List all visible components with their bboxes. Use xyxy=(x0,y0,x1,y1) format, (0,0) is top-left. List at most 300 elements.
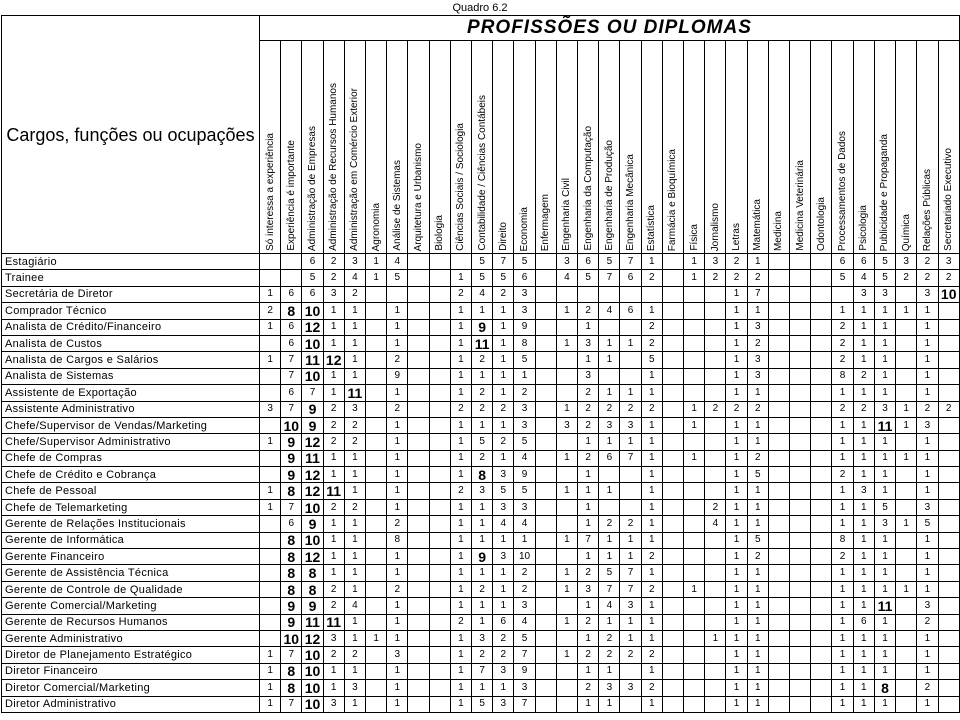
table-cell: 1 xyxy=(917,581,938,597)
table-cell: 2 xyxy=(514,385,535,401)
table-cell: 8 xyxy=(281,549,302,565)
table-cell xyxy=(408,385,429,401)
table-cell: 8 xyxy=(302,581,323,597)
table-cell: 2 xyxy=(747,450,768,466)
table-cell xyxy=(535,549,556,565)
table-cell: 2 xyxy=(853,401,874,417)
column-header xyxy=(493,41,514,254)
table-cell: 3 xyxy=(493,663,514,679)
table-cell: 1 xyxy=(726,680,747,696)
table-cell: 2 xyxy=(832,401,853,417)
table-cell: 9 xyxy=(302,516,323,532)
table-cell: 2 xyxy=(917,401,938,417)
table-cell: 3 xyxy=(620,417,641,433)
column-header xyxy=(938,41,959,254)
table-cell xyxy=(811,696,832,712)
table-cell xyxy=(768,630,789,646)
table-cell: 2 xyxy=(323,417,344,433)
table-cell xyxy=(684,385,705,401)
column-header-label: Contabilidade / Ciências Contábeis xyxy=(476,95,488,251)
table-cell xyxy=(408,647,429,663)
row-label: Analista de Sistemas xyxy=(2,368,260,384)
table-cell xyxy=(811,565,832,581)
table-cell: 1 xyxy=(578,630,599,646)
column-header-label: Física xyxy=(688,224,700,251)
table-cell xyxy=(896,630,917,646)
table-cell xyxy=(768,549,789,565)
table-cell: 1 xyxy=(450,270,471,286)
table-cell: 1 xyxy=(578,598,599,614)
table-cell: 3 xyxy=(514,417,535,433)
row-label: Chefe/Supervisor de Vendas/Marketing xyxy=(2,417,260,433)
table-cell: 1 xyxy=(917,434,938,450)
table-cell: 10 xyxy=(302,663,323,679)
table-cell xyxy=(896,663,917,679)
table-cell xyxy=(535,270,556,286)
table-cell: 1 xyxy=(344,319,365,335)
column-header xyxy=(260,41,281,254)
column-header xyxy=(684,41,705,254)
table-cell: 5 xyxy=(578,270,599,286)
table-cell xyxy=(662,303,683,319)
table-cell xyxy=(684,319,705,335)
table-row xyxy=(2,335,960,351)
table-cell: 2 xyxy=(323,598,344,614)
table-cell xyxy=(429,303,450,319)
table-cell: 10 xyxy=(302,680,323,696)
table-cell xyxy=(938,549,959,565)
column-header xyxy=(429,41,450,254)
table-cell: 7 xyxy=(281,499,302,515)
table-cell xyxy=(260,254,281,270)
table-cell: 6 xyxy=(281,286,302,302)
table-cell xyxy=(684,680,705,696)
table-cell: 1 xyxy=(747,647,768,663)
table-cell: 2 xyxy=(514,565,535,581)
table-cell: 1 xyxy=(726,696,747,712)
table-cell: 1 xyxy=(726,434,747,450)
table-cell xyxy=(811,401,832,417)
table-cell: 1 xyxy=(832,630,853,646)
table-cell xyxy=(684,565,705,581)
table-cell xyxy=(599,319,620,335)
table-cell: 7 xyxy=(620,254,641,270)
table-cell: 2 xyxy=(323,499,344,515)
table-cell xyxy=(535,352,556,368)
table-cell: 1 xyxy=(896,417,917,433)
table-cell xyxy=(535,614,556,630)
column-header-label: Estatística xyxy=(646,204,658,251)
table-cell xyxy=(705,598,726,614)
table-cell: 2 xyxy=(599,516,620,532)
table-cell: 2 xyxy=(578,385,599,401)
table-cell: 1 xyxy=(323,368,344,384)
table-cell: 6 xyxy=(281,516,302,532)
table-cell: 1 xyxy=(450,368,471,384)
table-cell: 6 xyxy=(599,450,620,466)
table-cell: 9 xyxy=(514,467,535,483)
table-cell: 9 xyxy=(472,319,493,335)
table-cell: 1 xyxy=(853,335,874,351)
table-cell xyxy=(662,467,683,483)
table-cell: 1 xyxy=(917,696,938,712)
column-header-label: Medicina Veterinária xyxy=(794,160,806,251)
column-header xyxy=(662,41,683,254)
table-cell: 1 xyxy=(620,630,641,646)
table-cell: 1 xyxy=(260,483,281,499)
table-row xyxy=(2,532,960,548)
table-cell xyxy=(896,565,917,581)
table-cell: 2 xyxy=(578,680,599,696)
table-cell xyxy=(938,319,959,335)
table-row xyxy=(2,581,960,597)
table-cell xyxy=(429,335,450,351)
table-cell xyxy=(535,434,556,450)
table-cell xyxy=(408,434,429,450)
table-cell: 3 xyxy=(917,286,938,302)
table-cell xyxy=(366,467,387,483)
table-row xyxy=(2,516,960,532)
table-cell xyxy=(366,303,387,319)
table-cell xyxy=(662,630,683,646)
table-cell: 2 xyxy=(578,417,599,433)
table-cell xyxy=(768,270,789,286)
table-cell xyxy=(260,549,281,565)
table-cell: 1 xyxy=(599,696,620,712)
table-cell xyxy=(535,286,556,302)
table-cell: 1 xyxy=(832,581,853,597)
table-cell xyxy=(535,385,556,401)
table-cell xyxy=(260,450,281,466)
table-cell: 6 xyxy=(281,385,302,401)
table-cell: 1 xyxy=(917,663,938,679)
table-cell: 1 xyxy=(260,647,281,663)
table-cell xyxy=(938,467,959,483)
table-cell xyxy=(260,598,281,614)
table-cell: 1 xyxy=(578,352,599,368)
table-cell: 5 xyxy=(493,483,514,499)
table-cell xyxy=(535,696,556,712)
table-cell: 1 xyxy=(641,417,662,433)
table-cell: 1 xyxy=(832,499,853,515)
column-header xyxy=(323,41,344,254)
table-cell: 12 xyxy=(323,352,344,368)
table-cell xyxy=(662,614,683,630)
table-cell xyxy=(429,565,450,581)
table-cell xyxy=(366,532,387,548)
table-cell: 1 xyxy=(450,532,471,548)
table-cell xyxy=(429,647,450,663)
table-cell: 1 xyxy=(450,516,471,532)
table-cell xyxy=(705,335,726,351)
column-header-label: Direito xyxy=(497,222,509,251)
column-header xyxy=(408,41,429,254)
row-label: Chefe de Compras xyxy=(2,450,260,466)
table-cell: 1 xyxy=(853,680,874,696)
table-cell xyxy=(408,352,429,368)
table-cell: 2 xyxy=(450,614,471,630)
table-cell: 3 xyxy=(556,254,577,270)
table-cell xyxy=(705,565,726,581)
table-cell xyxy=(768,467,789,483)
table-cell: 4 xyxy=(514,516,535,532)
table-cell: 1 xyxy=(832,516,853,532)
table-cell xyxy=(429,352,450,368)
table-cell: 2 xyxy=(514,581,535,597)
table-cell xyxy=(429,614,450,630)
table-cell xyxy=(260,614,281,630)
table-cell: 2 xyxy=(493,630,514,646)
column-header xyxy=(556,41,577,254)
table-cell: 10 xyxy=(302,303,323,319)
table-cell: 1 xyxy=(387,549,408,565)
table-cell: 1 xyxy=(344,450,365,466)
table-cell xyxy=(662,516,683,532)
table-cell xyxy=(811,417,832,433)
table-cell xyxy=(429,549,450,565)
table-cell: 6 xyxy=(578,254,599,270)
table-cell: 1 xyxy=(747,516,768,532)
table-cell xyxy=(684,549,705,565)
table-cell: 2 xyxy=(472,450,493,466)
table-cell xyxy=(662,647,683,663)
table-cell: 10 xyxy=(938,286,959,302)
table-cell: 1 xyxy=(684,450,705,466)
table-cell: 1 xyxy=(726,368,747,384)
table-cell xyxy=(366,516,387,532)
table-cell: 5 xyxy=(472,254,493,270)
table-cell: 1 xyxy=(599,385,620,401)
table-cell: 1 xyxy=(832,663,853,679)
table-cell xyxy=(790,335,811,351)
table-cell: 9 xyxy=(281,434,302,450)
table-row xyxy=(2,368,960,384)
table-cell: 1 xyxy=(917,483,938,499)
table-cell xyxy=(938,303,959,319)
table-cell xyxy=(556,598,577,614)
table-cell: 1 xyxy=(578,499,599,515)
table-cell xyxy=(705,680,726,696)
table-cell: 2 xyxy=(578,565,599,581)
table-cell: 10 xyxy=(514,549,535,565)
table-cell: 2 xyxy=(641,270,662,286)
table-cell xyxy=(811,434,832,450)
table-cell: 1 xyxy=(726,352,747,368)
table-cell: 1 xyxy=(641,630,662,646)
column-header xyxy=(768,41,789,254)
table-cell xyxy=(705,467,726,483)
table-cell: 1 xyxy=(726,417,747,433)
table-title: PROFISSÕES OU DIPLOMAS xyxy=(260,16,960,41)
table-cell xyxy=(535,319,556,335)
table-cell: 3 xyxy=(578,335,599,351)
table-cell: 5 xyxy=(472,270,493,286)
table-cell: 2 xyxy=(896,270,917,286)
table-cell: 1 xyxy=(832,434,853,450)
table-cell xyxy=(684,499,705,515)
table-cell: 6 xyxy=(281,335,302,351)
table-cell xyxy=(896,499,917,515)
table-cell xyxy=(768,434,789,450)
table-cell xyxy=(705,417,726,433)
table-cell xyxy=(811,549,832,565)
table-cell: 8 xyxy=(281,565,302,581)
table-cell xyxy=(768,647,789,663)
table-cell: 2 xyxy=(832,549,853,565)
table-cell: 3 xyxy=(705,254,726,270)
table-cell: 1 xyxy=(874,614,895,630)
table-cell xyxy=(662,598,683,614)
table-cell: 1 xyxy=(853,516,874,532)
table-cell xyxy=(366,450,387,466)
table-cell: 1 xyxy=(832,614,853,630)
table-cell: 1 xyxy=(493,335,514,351)
table-cell xyxy=(811,614,832,630)
table-cell: 1 xyxy=(344,368,365,384)
table-cell: 2 xyxy=(493,401,514,417)
column-header-label: Ciências Sociais / Sociologia xyxy=(455,123,467,251)
table-cell: 1 xyxy=(874,532,895,548)
table-cell: 1 xyxy=(641,598,662,614)
table-cell: 2 xyxy=(387,352,408,368)
table-cell: 8 xyxy=(832,368,853,384)
table-cell xyxy=(366,401,387,417)
table-cell: 2 xyxy=(578,401,599,417)
table-cell: 9 xyxy=(281,598,302,614)
table-cell: 1 xyxy=(747,499,768,515)
table-cell: 1 xyxy=(493,368,514,384)
table-cell: 1 xyxy=(874,549,895,565)
table-cell: 1 xyxy=(387,450,408,466)
table-cell: 2 xyxy=(620,401,641,417)
row-label: Comprador Técnico xyxy=(2,303,260,319)
table-cell xyxy=(811,680,832,696)
column-header-label: Administração de Empresas xyxy=(307,125,318,251)
column-header xyxy=(514,41,535,254)
table-cell: 1 xyxy=(472,417,493,433)
column-header-label: Farmácia e Bioquímica xyxy=(667,148,679,251)
table-cell: 5 xyxy=(874,254,895,270)
table-cell: 1 xyxy=(747,630,768,646)
table-cell: 7 xyxy=(620,450,641,466)
table-cell: 5 xyxy=(387,270,408,286)
table-cell: 4 xyxy=(514,614,535,630)
table-cell: 6 xyxy=(853,614,874,630)
table-cell xyxy=(429,368,450,384)
table-cell xyxy=(620,352,641,368)
table-cell: 1 xyxy=(450,549,471,565)
row-label: Diretor Administrativo xyxy=(2,696,260,712)
table-cell xyxy=(896,647,917,663)
row-label: Chefe de Pessoal xyxy=(2,483,260,499)
table-cell: 1 xyxy=(493,319,514,335)
table-cell: 1 xyxy=(874,467,895,483)
table-cell: 2 xyxy=(344,499,365,515)
table-cell xyxy=(811,499,832,515)
table-cell: 3 xyxy=(493,549,514,565)
table-cell xyxy=(705,647,726,663)
table-row xyxy=(2,663,960,679)
table-cell: 3 xyxy=(344,254,365,270)
table-cell xyxy=(408,630,429,646)
column-header-label: Só interessa a experiência xyxy=(264,133,276,251)
table-cell xyxy=(896,598,917,614)
table-cell: 12 xyxy=(302,434,323,450)
table-cell xyxy=(684,434,705,450)
table-cell: 1 xyxy=(853,352,874,368)
table-cell xyxy=(938,581,959,597)
row-label: Gerente de Assistência Técnica xyxy=(2,565,260,581)
table-cell xyxy=(768,499,789,515)
table-cell: 1 xyxy=(705,630,726,646)
table-cell: 1 xyxy=(260,352,281,368)
table-cell xyxy=(620,368,641,384)
table-cell xyxy=(556,696,577,712)
table-cell xyxy=(662,549,683,565)
table-cell xyxy=(705,450,726,466)
table-cell xyxy=(366,663,387,679)
table-cell: 1 xyxy=(556,581,577,597)
table-cell xyxy=(620,286,641,302)
table-cell: 2 xyxy=(323,270,344,286)
table-cell xyxy=(768,516,789,532)
table-cell xyxy=(366,680,387,696)
table-cell xyxy=(408,549,429,565)
table-cell: 1 xyxy=(853,549,874,565)
table-cell: 1 xyxy=(641,532,662,548)
table-cell: 1 xyxy=(896,450,917,466)
table-row xyxy=(2,647,960,663)
table-row xyxy=(2,499,960,515)
table-cell: 1 xyxy=(387,598,408,614)
table-cell: 11 xyxy=(874,417,895,433)
table-cell: 1 xyxy=(450,335,471,351)
column-header xyxy=(832,41,853,254)
table-cell: 1 xyxy=(472,532,493,548)
column-header xyxy=(726,41,747,254)
table-cell xyxy=(768,663,789,679)
table-cell: 10 xyxy=(302,335,323,351)
table-cell: 1 xyxy=(641,696,662,712)
table-cell: 1 xyxy=(832,450,853,466)
table-cell xyxy=(790,581,811,597)
table-cell: 1 xyxy=(853,630,874,646)
table-cell: 1 xyxy=(641,254,662,270)
table-cell xyxy=(938,450,959,466)
table-cell: 1 xyxy=(874,663,895,679)
table-cell: 2 xyxy=(832,319,853,335)
table-cell xyxy=(366,352,387,368)
table-cell: 1 xyxy=(917,549,938,565)
table-cell: 1 xyxy=(578,696,599,712)
table-cell: 1 xyxy=(344,532,365,548)
column-header xyxy=(281,41,302,254)
table-cell xyxy=(620,467,641,483)
table-cell: 1 xyxy=(726,286,747,302)
table-cell xyxy=(811,270,832,286)
table-cell: 1 xyxy=(747,565,768,581)
table-cell: 1 xyxy=(832,565,853,581)
table-cell: 5 xyxy=(599,254,620,270)
table-cell: 1 xyxy=(344,663,365,679)
table-cell: 2 xyxy=(472,385,493,401)
table-cell: 1 xyxy=(853,581,874,597)
table-cell: 3 xyxy=(514,286,535,302)
table-cell: 7 xyxy=(302,385,323,401)
table-cell xyxy=(366,434,387,450)
table-cell: 7 xyxy=(514,647,535,663)
table-cell xyxy=(896,680,917,696)
